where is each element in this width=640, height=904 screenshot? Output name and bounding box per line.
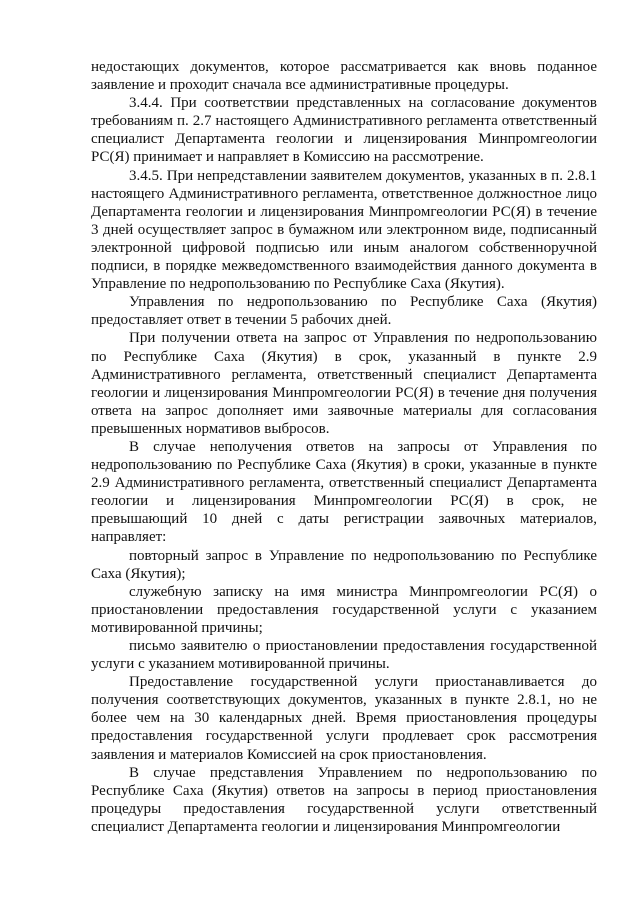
paragraph-no-response: В случае неполучения ответов на запросы от Управления по недропользованию по Республике Саха (Якутия) в сроки, указанные в пункте 2.9 Административного регламента, ответственный специалист Департамента геологии и лицензирования Минпромгеологии РС(Я) в срок, не превышающий 10 дней с даты регистрации заявочных материалов, направляет: [91,438,597,546]
paragraph-response-received: При получении ответа на запрос от Управления по недропользованию по Республике Саха (Якутия) в срок, указанный в пункте 2.9 Административного регламента, ответственный специалист Департамента геологии и лицензирования Минпромгеологии РС(Я) в течение дня получения ответа на запрос дополняет ими заявочные материалы для согласования превышенных нормативов выбросов. [91,330,597,437]
paragraph-answers-during-suspension: В случае представления Управлением по недропользованию по Республике Саха (Якутия) ответов на запросы в период приостановления процедуры предоставления государственной услуги ответственный специалист Департамента геологии и лицензирования Минпромгеологии [91,764,597,835]
paragraph-response-deadline: Управления по недропользованию по Республике Саха (Якутия) предоставляет ответ в течении 5 рабочих дней. [91,294,597,329]
paragraph-3-4-5: 3.4.5. При непредставлении заявителем документов, указанных в п. 2.8.1 настоящего Административного регламента, ответственное должностное лицо Департамента геологии и лицензирования Минпромгеологии РС(Я) в течение 3 дней осуществляет запрос в бумажном или электронном виде, подписанный электронной цифровой подписью или иным аналогом собственноручной подписи, в порядке межведомственного взаимодействия данного документа в Управление по недропользованию по Республике Саха (Якутия). [91,167,597,293]
list-item-repeat-request: повторный запрос в Управление по недропользованию по Республике Саха (Якутия); [91,547,597,582]
list-item-memo-to-minister: служебную записку на имя министра Минпромгеологии РС(Я) о приостановлении предоставления государственной услуги с указанием мотивированной причины; [91,583,597,636]
paragraph-suspension: Предоставление государственной услуги приостанавливается до получения соответствующих документов, указанных в пункте 2.8.1, но не более чем на 30 календарных дней. Время приостановления процедуры предоставления государственной услуги продлевает срок рассмотрения заявления и материалов Комиссией на срок приостановления. [91,674,597,763]
document-page [91,58,597,836]
paragraph-continuation: недостающих документов, которое рассматривается как вновь поданное заявление и проходит сначала все административные процедуры. [91,59,597,94]
list-item-letter-to-applicant: письмо заявителю о приостановлении предоставления государственной услуги с указанием мотивированной причины. [91,638,597,673]
paragraph-3-4-4: 3.4.4. При соответствии представленных на согласование документов требованиям п. 2.7 настоящего Административного регламента ответственный специалист Департамента геологии и лицензирования Минпромгеологии РС(Я) принимает и направляет в Комиссию на рассмотрение. [91,95,597,166]
